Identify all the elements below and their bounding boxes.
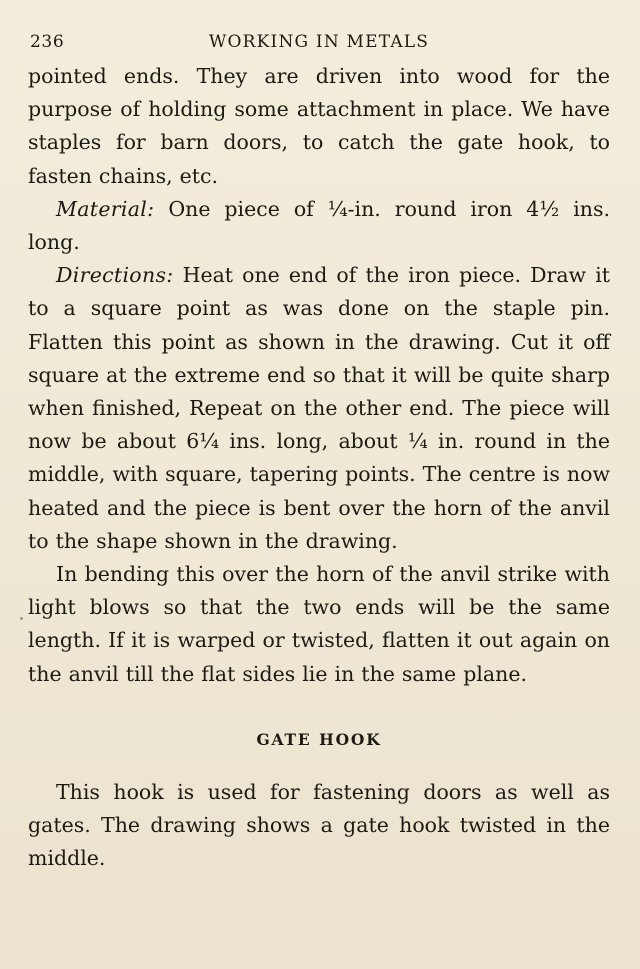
- directions-label: Directions:: [56, 263, 174, 288]
- paragraph-text: pointed ends. They are driven into wood for the purpose of holding some attachment in place. We have staples for barn doors, to catch the gate hook, to fasten chains, etc.: [28, 64, 610, 188]
- running-title: WORKING IN METALS: [208, 32, 430, 52]
- paragraph-continuation: [28, 60, 610, 193]
- paragraph-text: Heat one end of the iron piece. Draw it to a square point as was done on the staple pin. Flatten this point as shown in the drawing. Cut it off square at the extreme end so that it will be quite sharp when finished, Repeat on the other end. The piece will now be about 6¼ ins. long, about ¼ in. round in the middle, with square, tapering points. The centre is now heated and the piece is bent over the horn of the anvil to the shape shown in the drawing.: [28, 263, 610, 553]
- paper-speck: [20, 617, 23, 620]
- paragraph-directions: [28, 259, 610, 558]
- material-label: Material:: [56, 196, 155, 221]
- section-heading: GATE HOOK: [256, 729, 382, 749]
- page-number: 236: [30, 32, 65, 52]
- paragraph-text: One piece of ¼-in. round iron 4½ ins. long.: [28, 196, 610, 255]
- paragraph-text: In bending this over the horn of the anvil strike with light blows so that the two ends will be the same length. If it is warped or twisted, flatten it out again on the anvil till the flat sides lie in the same plane.: [28, 562, 610, 686]
- body-text: [28, 60, 610, 876]
- paragraph-material: [28, 193, 610, 259]
- running-head: [28, 30, 610, 60]
- paragraph-bending: [28, 558, 610, 691]
- paragraph-gate-hook: [28, 776, 610, 876]
- paragraph-text: This hook is used for fastening doors as well as gates. The drawing shows a gate hook twisted in the middle.: [28, 780, 610, 871]
